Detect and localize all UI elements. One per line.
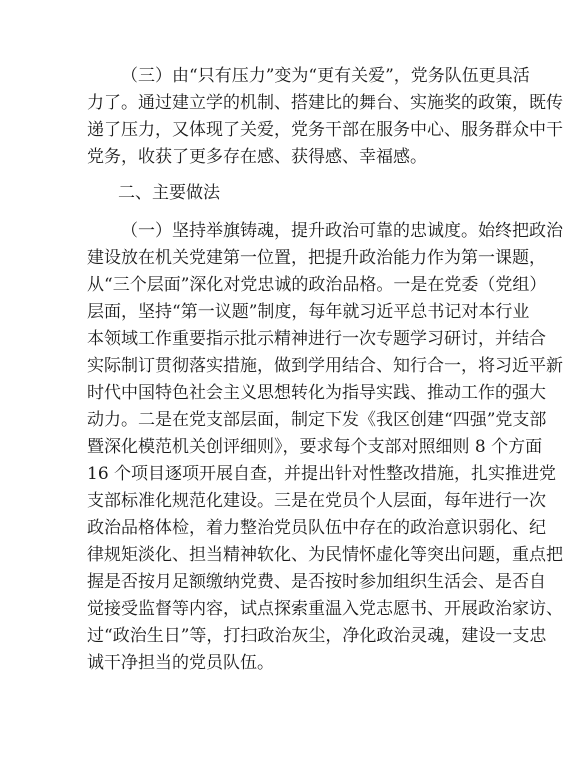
text-line: 从“三个层面”深化对党忠诚的政治品格。一是在党委（党组） <box>87 275 547 295</box>
text-line: （三）由“只有压力”变为“更有关爱”，党务队伍更具活 <box>121 66 530 86</box>
text-line: 层面，坚持“第一议题”制度，每年就习近平总书记对本行业 <box>87 302 530 322</box>
text-line: 时代中国特色社会主义思想转化为指导实践、推动工作的强大 <box>87 383 546 403</box>
text-line: 过“政治生日”等，打扫政治灰尘，净化政治灵魂，建设一支忠 <box>87 626 547 646</box>
text-line: 握是否按月足额缴纳党费、是否按时参加组织生活会、是否自 <box>87 572 546 592</box>
text-line: 诚干净担当的党员队伍。 <box>87 653 274 673</box>
section-heading: 二、主要做法 <box>118 183 220 203</box>
text-line: 建设放在机关党建第一位置，把提升政治能力作为第一课题， <box>87 248 546 268</box>
text-line: 党务，收获了更多存在感、获得感、幸福感。 <box>87 147 427 167</box>
text-line: 16 个项目逐项开展自查，并提出针对性整改措施，扎实推进党 <box>87 464 557 484</box>
text-line: 递了压力，又体现了关爱，党务干部在服务中心、服务群众中干 <box>87 120 563 140</box>
text-line: 律规矩淡化、担当精神软化、为民情怀虚化等突出问题，重点把 <box>87 545 563 565</box>
text-line: 支部标准化规范化建设。三是在党员个人层面，每年进行一次 <box>87 491 546 511</box>
text-line: 力了。通过建立学的机制、搭建比的舞台、实施奖的政策，既传 <box>87 93 563 113</box>
paragraph-section-three <box>87 63 563 171</box>
text-line: 觉接受监督等内容，试点探索重温入党志愿书、开展政治家访、 <box>87 599 563 619</box>
paragraph-main-practices <box>87 218 563 677</box>
text-line: 本领域工作重要指示批示精神进行一次专题学习研讨，并结合 <box>87 329 546 349</box>
text-line: （一）坚持举旗铸魂，提升政治可靠的忠诚度。始终把政治 <box>121 221 563 241</box>
text-line: 动力。二是在党支部层面，制定下发《我区创建“四强”党支部 <box>87 410 547 430</box>
text-line: 实际制订贯彻落实措施，做到学用结合、知行合一，将习近平新 <box>87 356 563 376</box>
text-line: 政治品格体检，着力整治党员队伍中存在的政治意识弱化、纪 <box>87 518 546 538</box>
text-line: 暨深化模范机关创评细则》，要求每个支部对照细则 8 个方面 <box>87 437 543 457</box>
